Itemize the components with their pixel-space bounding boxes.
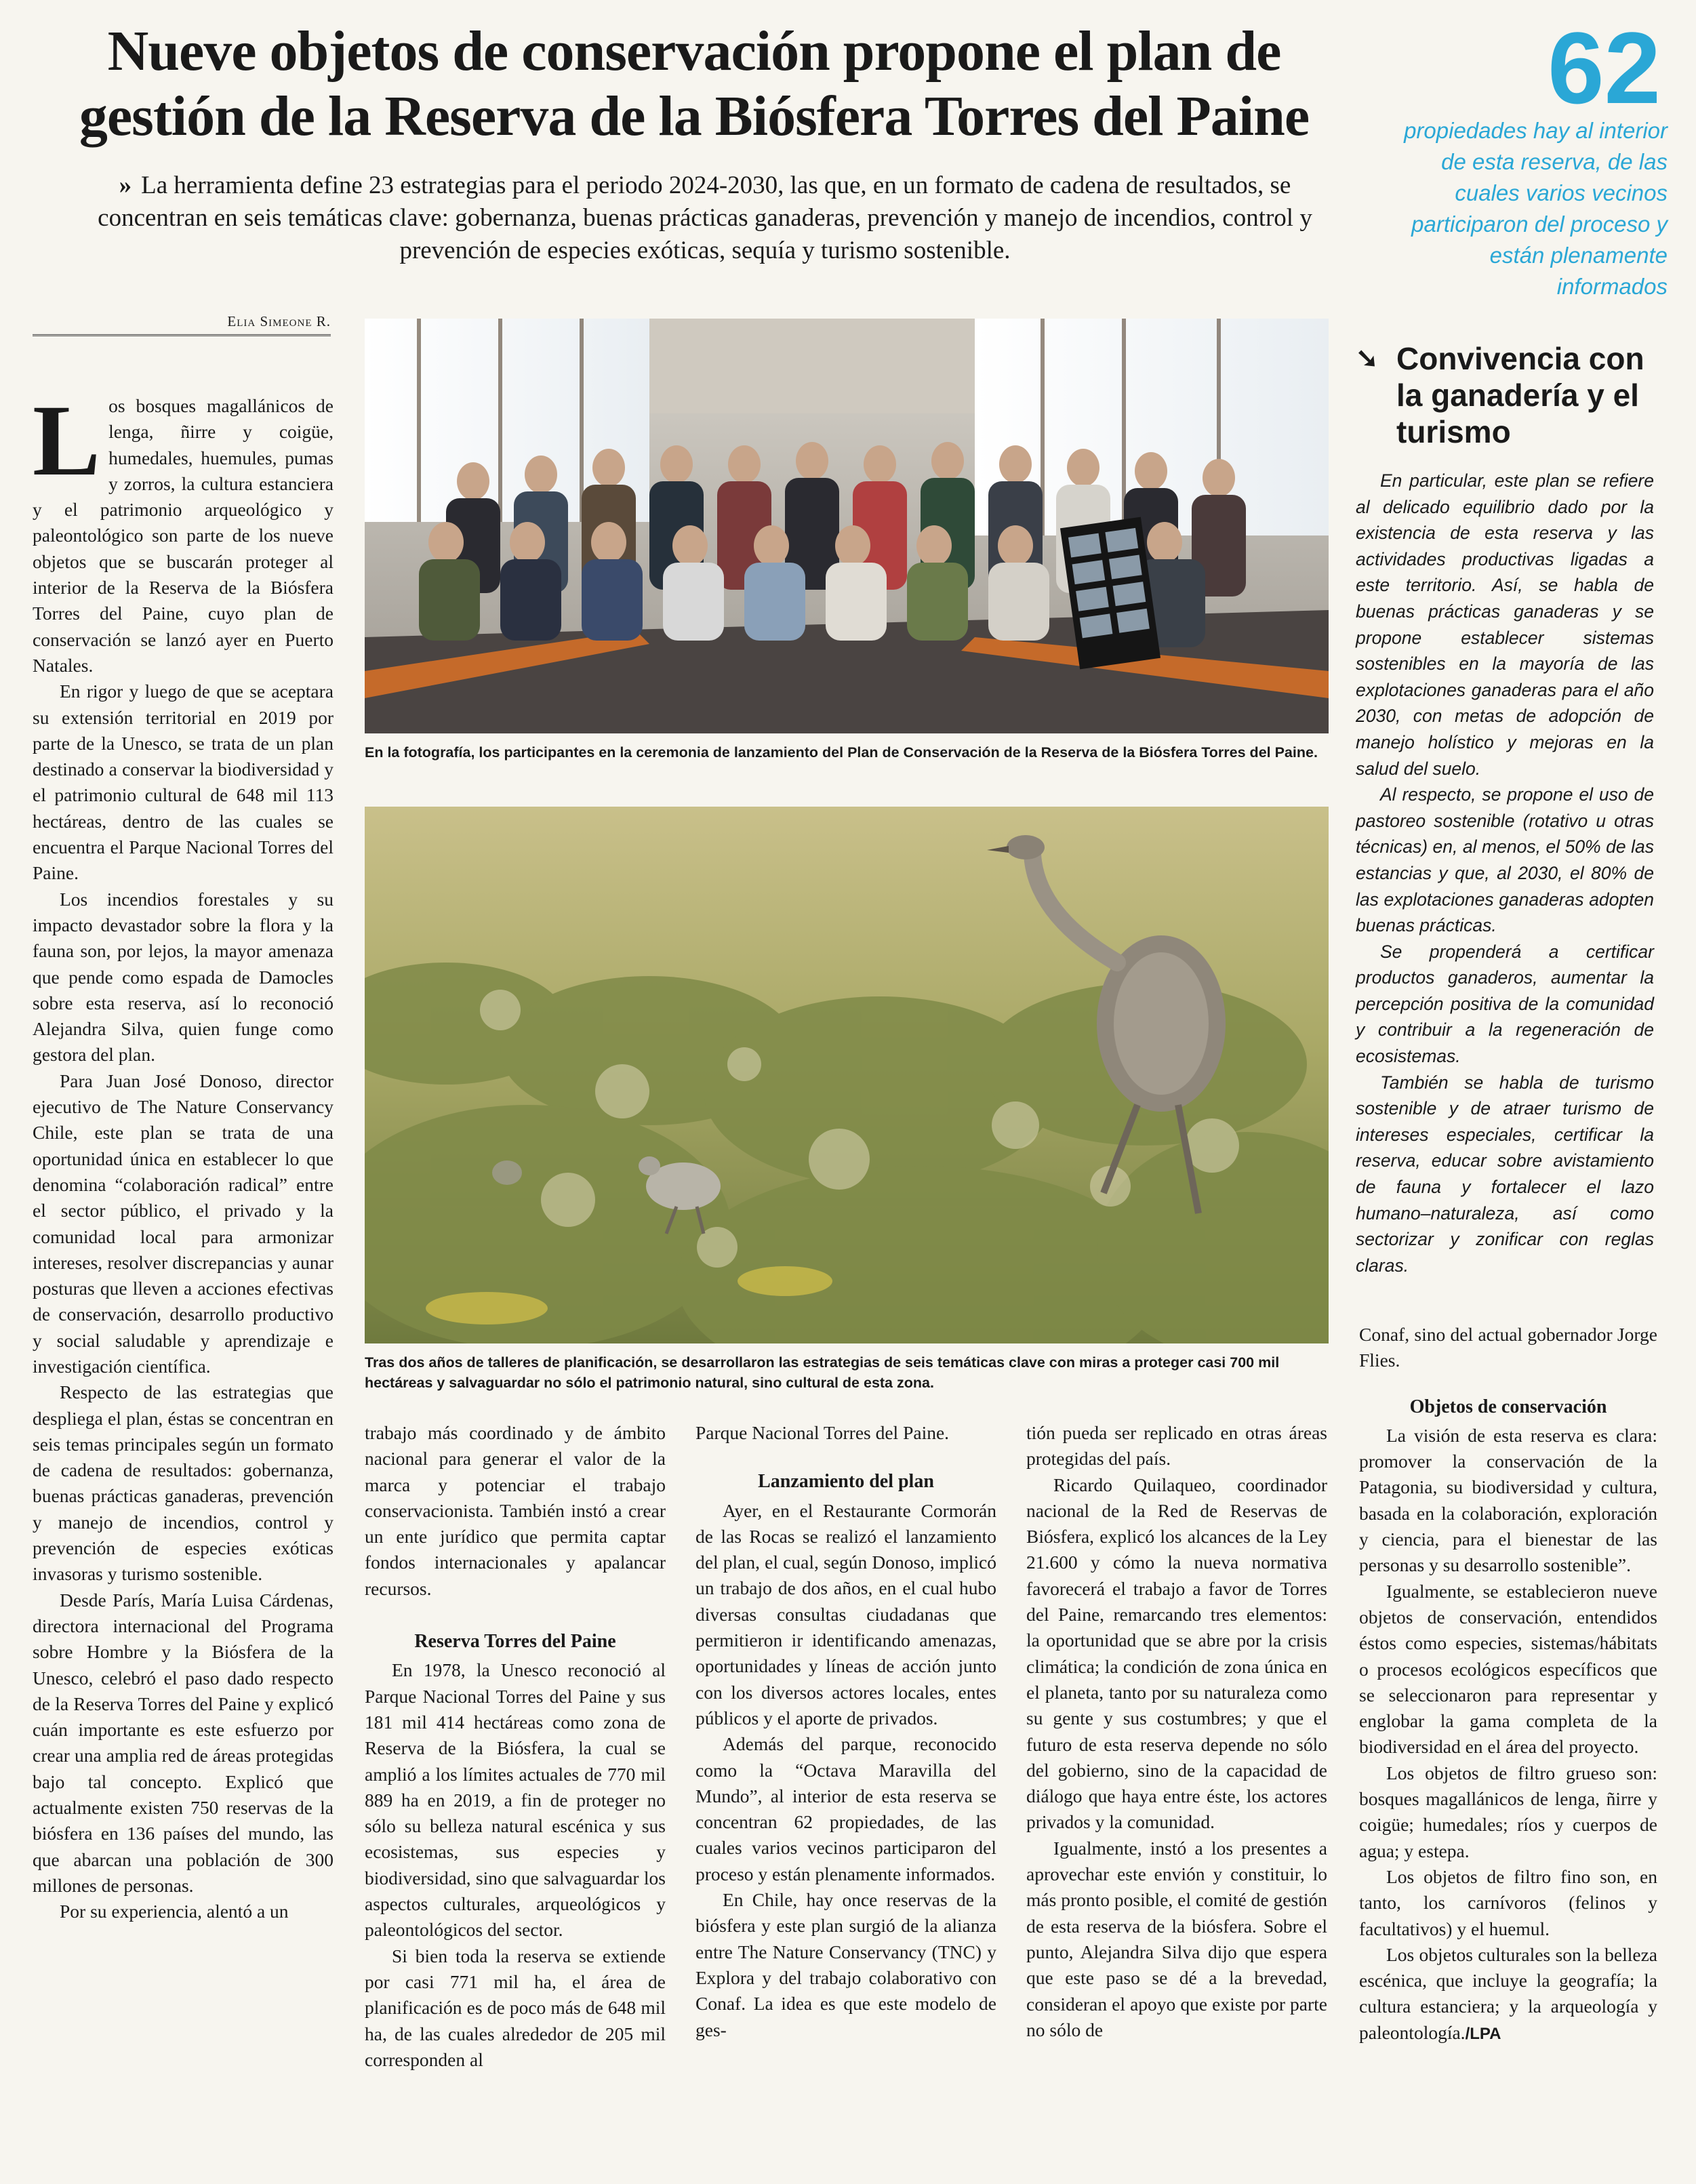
article-column-5 (1359, 1322, 1657, 2047)
paragraph: Por su experiencia, alentó a un (60, 1901, 289, 1922)
paragraph: En rigor y luego de que se aceptara su extensión territorial en 2019 por parte de la Unesco, se trata de un plan destinado a conservar la biodiversidad y el patrimonio cultural de 648 mil 113 hectáreas, dentro de las cuales se encuentra el Parque Nacional Torres del Paine. (33, 681, 334, 884)
group-photo (365, 319, 1329, 733)
article-column-1 (33, 384, 334, 1925)
paragraph: trabajo más coordinado y de ámbito nacional para generar el valor de la marca y potenciar el trabajo conservacionista. También instó a crear un ente jurídico que permita captar fondos internacionales y apalancar recursos. (365, 1422, 666, 1599)
paragraph: Respecto de las estrategias que despliega el plan, éstas se concentran en seis temas principales según un formato de cadena de resultados: gobernanza, buenas prácticas ganaderas, prevención y manejo de incendios, control y prevención de especies exóticas invasoras y turismo sostenible. (33, 1381, 334, 1585)
rhea-photo-illustration (365, 807, 1329, 1343)
paragraph (33, 384, 334, 679)
chevron-icon: » (119, 171, 132, 199)
paragraph: Conaf, sino del actual gobernador Jorge Flies. (1359, 1324, 1657, 1371)
paragraph: Para Juan José Donoso, director ejecutivo de The Nature Conservancy Chile, este plan se trata de una oportunidad única en establecer lo que denomina “colaboración radical” entre el sector público, el privado y la comunidad local para armonizar intereses, resolver discrepancias y aunar posturas que lleven a acciones efectivas de conservación, desarrollo productivo y social saludable y aprendizaje e investigación científica. (33, 1070, 334, 1377)
sidebar-paragraph: Al respecto, se propone el uso de pastoreo sostenible (rotativo u otras técnicas) en, al menos, el 50% de las estancias y que, al 2030, el 80% de las explotaciones ganaderas adopten buenas prácticas. (1356, 784, 1654, 936)
byline: Elia Simeone R. (33, 313, 331, 336)
sidebar-title (1356, 340, 1674, 450)
paragraph: En 1978, la Unesco reconoció al Parque Nacional Torres del Paine y sus 181 mil 414 hectáreas como zona de Reserva de la Biósfera, la cual se amplió a los límites actuales de 770 mil 889 ha en 2019, a fin de proteger no sólo su belleza natural escénica y sus ecosistemas, sus especies y biodiversidad, sino que salvaguardar los aspectos culturales, arqueológicos y paleontológicos del sector. (365, 1659, 666, 1941)
paragraph-text: Los objetos culturales son la belleza escénica, que incluye la geografía; la cultura estanciera; y la arqueología y paleontología. (1359, 1943, 1657, 2043)
paragraph: La visión de esta reserva es clara: promover la conservación de la Patagonia, su biodiversidad y cultura, basada en la colaboración, exploración y ciencia, para el bienestar de las personas y su desarrollo sostenible”. (1359, 1424, 1657, 1576)
sidebar-paragraph: También se habla de turismo sostenible y de atraer turismo de intereses especiales, certificar la reserva, educar sobre avistamiento de fauna y fortalecer el lazo humano–naturaleza, así como sectorizar y zonificar con reglas claras. (1356, 1072, 1654, 1276)
subtitle (61, 169, 1349, 267)
paragraph: Desde París, María Luisa Cárdenas, directora internacional del Programa sobre Hombre y la Biósfera de la Unesco, celebró el paso dado respecto de la Reserva Torres del Paine y explicó cuán importante es este esfuerzo por crear una amplia red de áreas protegidas bajo tal concepto. Explicó que actualmente existen 750 reservas de la biósfera en 136 países del mundo, las que abarcan una población de 300 millones de personas. (33, 1589, 334, 1896)
photo-caption-1: En la fotografía, los participantes en la ceremonia de lanzamiento del Plan de Conservación de la Reserva de la Biósfera Torres del Paine. (365, 744, 1318, 761)
section-heading: Objetos de conservación (1409, 1396, 1607, 1417)
drop-cap: L (33, 384, 101, 497)
section-heading: Reserva Torres del Paine (414, 1631, 616, 1653)
stat-number: 62 (1548, 11, 1661, 125)
article-column-2 (365, 1420, 666, 2073)
headline-line-1: Nueve objetos de conservación propone el plan de (107, 20, 1281, 83)
paragraph: Si bien toda la reserva se extiende por casi 771 mil ha, el área de planificación es de poco más de 648 mil ha, de las cuales alrededor de 205 mil corresponden al (365, 1945, 666, 2070)
group-photo-illustration (365, 319, 1329, 733)
headline (30, 19, 1358, 149)
paragraph: Parque Nacional Torres del Paine. (695, 1422, 950, 1443)
paragraph: Además del parque, reconocido como la “Octava Maravilla del Mundo”, al interior de esta reserva se concentran 62 propiedades, de las cuales varios vecinos participaron del proceso y están plenamente informados. (695, 1733, 996, 1884)
article-column-3 (695, 1420, 996, 2043)
paragraph: Igualmente, se establecieron nueve objetos de conservación, entendidos éstos como especies, sistemas/hábitats o procesos ecológicos específicos que se seleccionaron para representar y englobar la gama completa de la biodiversidad en el área del proyecto. (1359, 1580, 1657, 1758)
headline-line-2: gestión de la Reserva de la Biósfera Torres del Paine (79, 85, 1310, 148)
sidebar-body (1356, 468, 1654, 1278)
sidebar-paragraph: Se propenderá a certificar productos ganaderos, aumentar la percepción positiva de la comunidad y contribuir a la regeneración de ecosistemas. (1356, 941, 1654, 1067)
author-signature: /LPA (1465, 2024, 1501, 2043)
paragraph: tión pueda ser replicado en otras áreas protegidas del país. (1026, 1422, 1327, 1470)
paragraph: Los objetos de filtro grueso son: bosques magallánicos de lenga, ñirre y coigüe; humedales; ríos y cuerpos de agua; y estepa. (1359, 1762, 1657, 1861)
paragraph: Ayer, en el Restaurante Cormorán de las Rocas se realizó el lanzamiento del plan, el cual, según Donoso, implicó un trabajo de dos años, en el cual hubo diversas consultas ciudadanas que permitieron ir identificando amenazas, oportunidades y líneas de acción junto con los diversos actores locales, entes públicos y el aporte de privados. (695, 1499, 996, 1728)
paragraph: En Chile, hay once reservas de la biósfera y este plan surgió de la alianza entre The Nature Conservancy (TNC) y Explora y del trabajo colaborativo con Conaf. La idea es que este modelo de ges- (695, 1889, 996, 2040)
photo-caption-2: Tras dos años de talleres de planificación, se desarrollaron las estrategias de seis temáticas clave con miras a proteger casi 700 mil hectáreas y salvaguardar no sólo el patrimonio natural, sino cultural de esta zona. (365, 1354, 1280, 1391)
rhea-photo (365, 807, 1329, 1343)
paragraph (1359, 1942, 1657, 2047)
paragraph: Igualmente, instó a los presentes a aprovechar este envión y constituir, lo más pronto posible, el comité de gestión de esta reserva de la biósfera. Sobre el punto, Alejandra Silva dijo que espera que este paso se dé a la brevedad, consideran el apoyo que existe por parte no sólo de (1026, 1837, 1327, 2040)
paragraph-text: os bosques magallánicos de lenga, ñirre y coigüe, humedales, huemules, pumas y zorros, la cultura estanciera y el patrimonio arqueológico y paleontológico son parte de los nueve objetos que se buscarán proteger al interior de la Reserva de la Biósfera Torres del Paine, cuyo plan de conservación se lanzó ayer en Puerto Natales. (33, 395, 334, 676)
arrow-icon: ➘ (1356, 344, 1379, 373)
stat-text: propiedades hay al interior de esta reserva, de las cuales varios vecinos participaron del proceso y están plenamente informados (1404, 118, 1668, 299)
article-column-4 (1026, 1420, 1327, 2043)
sidebar-paragraph: En particular, este plan se refiere al delicado equilibrio dado por la existencia de esta reserva y las actividades productivas ligadas a este territorio. Así, se habla de buenas prácticas ganaderas y se propone establecer sistemas sostenibles en la mayoría de las explotaciones ganaderas para el año 2030, con metas de adopción de manejo holístico y mejoras en la salud del suelo. (1356, 470, 1654, 779)
sidebar-title-text: Convivencia con la ganadería y el turismo (1396, 341, 1644, 449)
paragraph: Los incendios forestales y su impacto devastador sobre la flora y la fauna son, por lejos, la mayor amenaza que pende como espada de Damocles sobre esta reserva, así lo reconoció Alejandra Silva, quien funge como gestora del plan. (33, 888, 334, 1066)
subtitle-text: La herramienta define 23 estrategias para el periodo 2024-2030, las que, en un formato de cadena de resultados, se concentran en seis temáticas clave: gobernanza, buenas prácticas ganaderas, prevención y manejo de incendios, control y prevención de especies exóticas, sequía y turismo sostenible. (98, 171, 1312, 264)
section-heading: Lanzamiento del plan (758, 1471, 934, 1493)
paragraph: Ricardo Quilaqueo, coordinador nacional de la Red de Reservas de Biósfera, explicó los alcances de la Ley 21.600 y cómo la nueva normativa favorecerá el trabajo a favor de Torres del Paine, remarcando tres elementos: la oportunidad que se abre por la crisis climática; la condición de zona única en el planeta, tanto por su naturaleza como su gente y sus costumbres; y que el futuro de esta reserva depende no sólo del gobierno, sino de la capacidad de diálogo que haya entre éste, los actores privados y la comunidad. (1026, 1474, 1327, 1833)
paragraph: Los objetos de filtro fino son, en tanto, los carnívoros (felinos y facultativos) y el huemul. (1359, 1865, 1657, 1939)
